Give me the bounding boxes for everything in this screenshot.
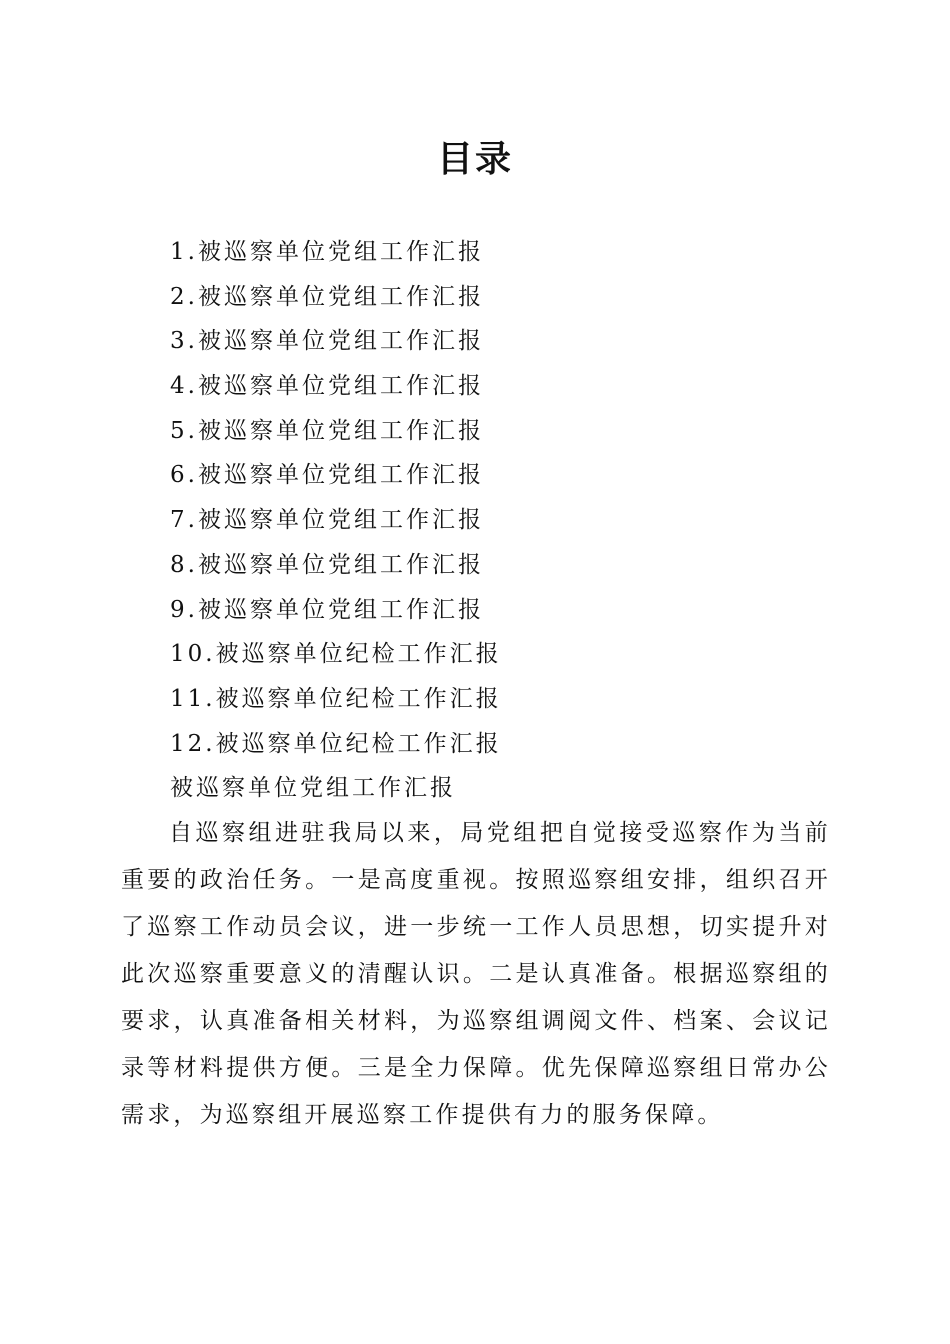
body-paragraph: 自巡察组进驻我局以来，局党组把自觉接受巡察作为当前重要的政治任务。一是高度重视。按照巡察组安排，组织召开了巡察工作动员会议，进一步统一工作人员思想，切实提升对此次巡察重要意义的清醒认识。二是认真准备。根据巡察组的要求，认真准备相关材料，为巡察组调阅文件、档案、会议记录等材料提供方便。三是全力保障。优先保障巡察组日常办公需求，为巡察组开展巡察工作提供有力的服务保障。 [121, 820, 831, 1128]
toc-item: 9.被巡察单位党组工作汇报 [170, 596, 484, 623]
toc-item: 5.被巡察单位党组工作汇报 [170, 417, 484, 444]
table-of-contents [170, 230, 502, 766]
toc-item: 12.被巡察单位纪检工作汇报 [170, 730, 502, 757]
page-title: 目录 [436, 138, 513, 180]
toc-item: 11.被巡察单位纪检工作汇报 [170, 685, 502, 712]
toc-item: 6.被巡察单位党组工作汇报 [170, 462, 484, 489]
toc-item: 4.被巡察单位党组工作汇报 [170, 373, 484, 400]
toc-item: 8.被巡察单位党组工作汇报 [170, 551, 484, 578]
toc-item: 10.被巡察单位纪检工作汇报 [170, 641, 502, 668]
section-heading: 被巡察单位党组工作汇报 [170, 775, 456, 801]
toc-item: 2.被巡察单位党组工作汇报 [170, 283, 484, 310]
toc-item: 3.被巡察单位党组工作汇报 [170, 328, 484, 355]
toc-item: 1.被巡察单位党组工作汇报 [170, 239, 484, 265]
toc-item: 7.被巡察单位党组工作汇报 [170, 507, 484, 534]
